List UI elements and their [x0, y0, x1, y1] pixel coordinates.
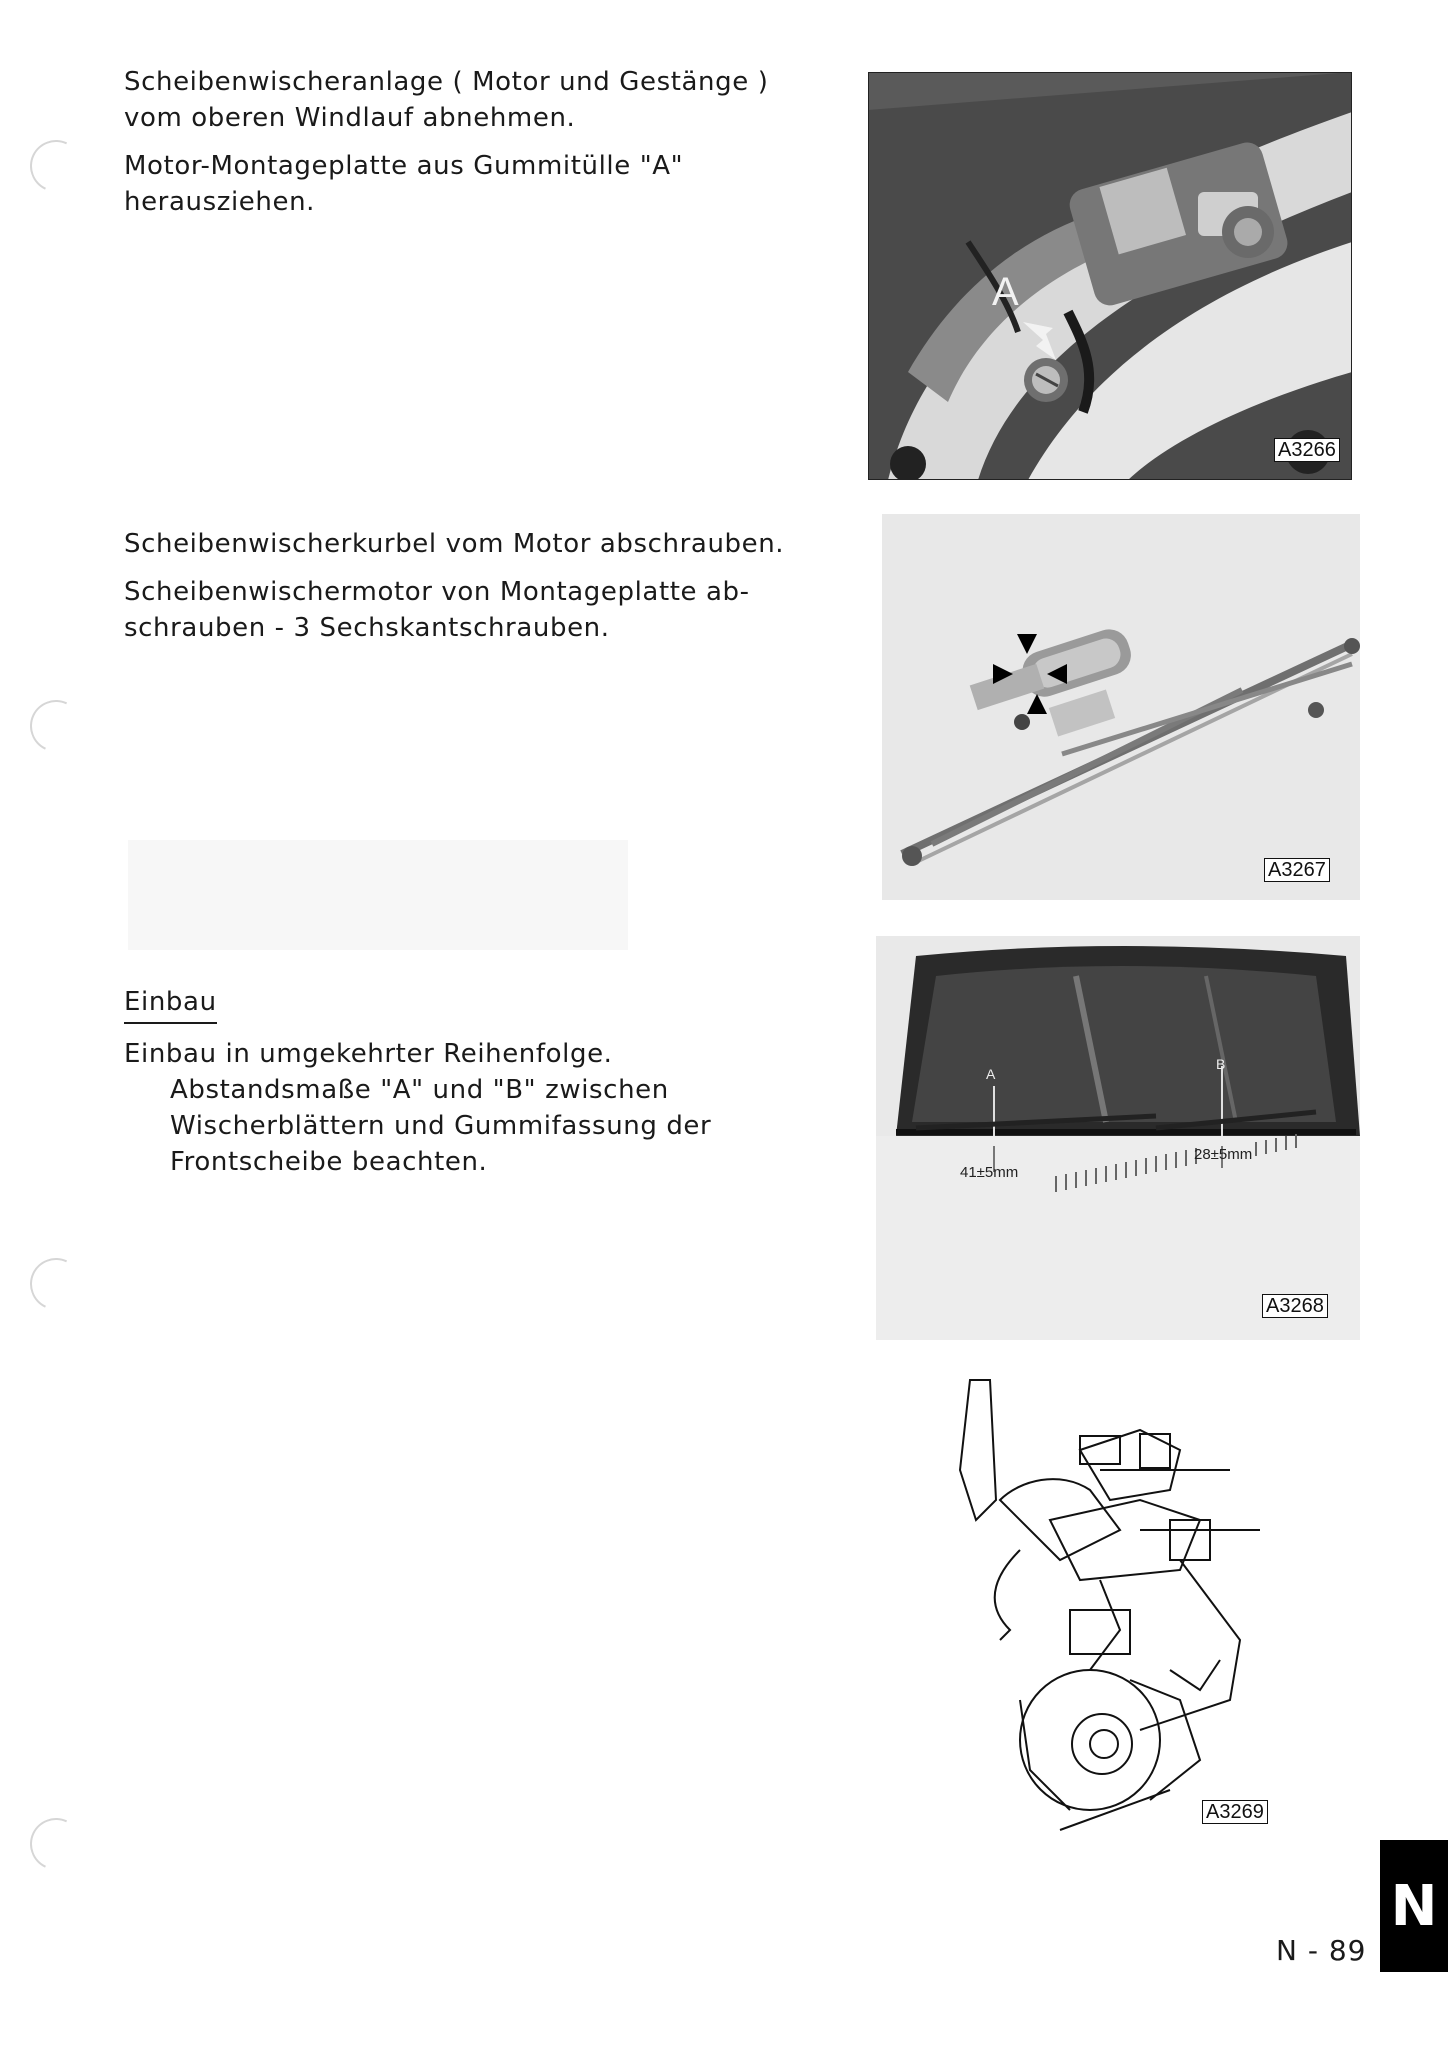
figure-label: A3267: [1264, 858, 1330, 882]
einbau-instructions: [124, 1036, 711, 1180]
ghost-shadow: [128, 840, 628, 950]
section-tab: N: [1380, 1840, 1448, 1972]
binder-hole: [23, 1811, 90, 1878]
binder-hole: [23, 693, 90, 760]
text-line: Scheibenwischerkurbel vom Motor abschrauben.: [124, 529, 785, 559]
marker-a: A: [992, 270, 1019, 314]
figure-linkage-drawing: [940, 1370, 1292, 1840]
text-line: Scheibenwischeranlage ( Motor und Gestänge ): [124, 67, 769, 97]
removal-instructions: [124, 64, 768, 220]
text-line: herausziehen.: [124, 187, 316, 217]
text-line: Einbau in umgekehrter Reihenfolge.: [124, 1039, 613, 1069]
text-line: Scheibenwischermotor von Montageplatte ab-: [124, 577, 750, 607]
figure-wiper-motor-photo: [868, 72, 1352, 480]
figure-windshield-photo: [876, 936, 1360, 1340]
figure-label: A3269: [1202, 1800, 1268, 1824]
figure-label: A3268: [1262, 1294, 1328, 1318]
figure-wiper-linkage-photo: [882, 514, 1360, 900]
text-line: schrauben - 3 Sechskantschrauben.: [124, 613, 610, 643]
text-line: Abstandsmaße "A" und "B" zwischen: [170, 1075, 669, 1105]
figure-label: A3266: [1274, 438, 1340, 462]
text-line: Motor-Montageplatte aus Gummitülle "A": [124, 151, 684, 181]
text-line: vom oberen Windlauf abnehmen.: [124, 103, 576, 133]
binder-hole: [23, 133, 90, 200]
text-line: Wischerblättern und Gummifassung der: [170, 1111, 712, 1141]
text-line: Frontscheibe beachten.: [170, 1147, 488, 1177]
marker-b: B: [1216, 1056, 1226, 1072]
binder-hole: [23, 1251, 90, 1318]
einbau-heading: [124, 984, 217, 1024]
dimension-b: 28±5mm: [1194, 1146, 1253, 1163]
section-heading: Einbau: [124, 984, 217, 1024]
page-number: N - 89: [1276, 1934, 1367, 1967]
motor-instructions: [124, 526, 784, 646]
dimension-a: 41±5mm: [960, 1164, 1019, 1181]
marker-a: A: [986, 1066, 996, 1082]
